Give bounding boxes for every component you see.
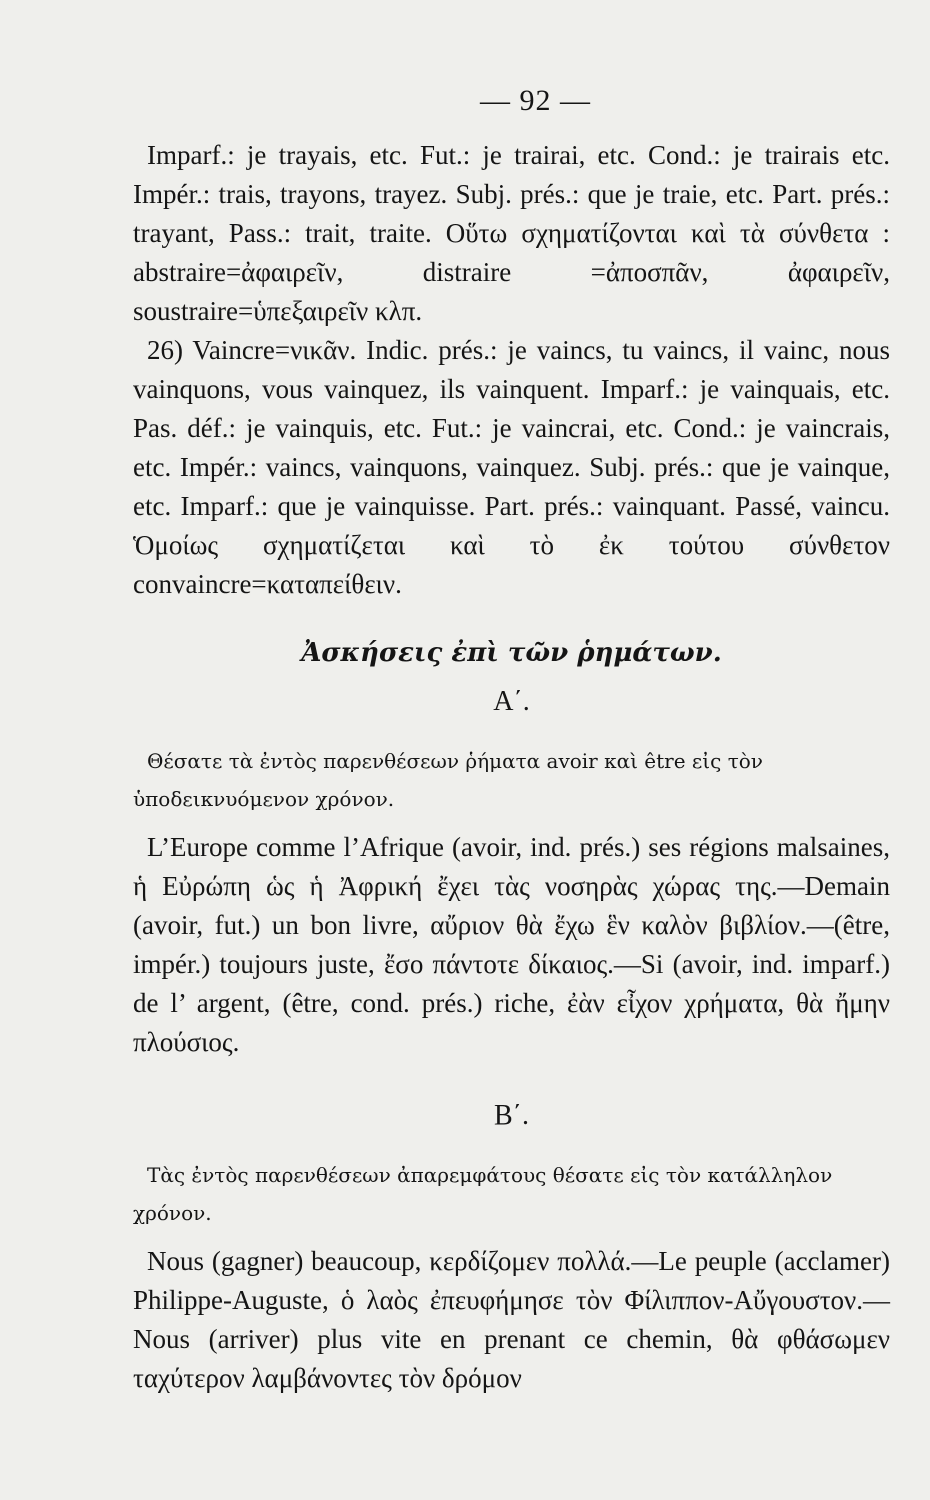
section-letter-b: Β΄. bbox=[494, 1100, 529, 1131]
conjugation-paragraph-vaincre: 26) Vaincre=νικᾶν. Indic. prés.: je vaincs, tu vaincs, il vainc, nous vainquons, vous vainquez, ils vainquent. Imparf.: je vainquais, etc. Pas. déf.: je vainquis, etc. Fut.: je vaincrai, etc. Cond.: je vaincrais, etc. Impér.: vaincs, vainquons, vainquez. Subj. prés.: que je vainque, etc. Imparf.: que je vainquisse. Part. prés.: vainquant. Passé, vaincu. Ὁμοίως σχηματίζεται καὶ τὸ ἐκ τούτου σύνθετον convaincre=καταπείθειν. bbox=[133, 335, 890, 599]
section-letter-a: Α΄. bbox=[493, 686, 530, 717]
section-a-exercise-text: L’Europe comme l’Afrique (avoir, ind. prés.) ses régions malsaines, ἡ Εὐρώπη ὡς ἡ Ἀφρική ἔχει τὰς νοσηρὰς χώρας της.—Demain (avoir, fut.) un bon livre, αὔριον θὰ ἔχω ἓν καλὸν βιβλίον.—(être, impér.) toujours juste, ἔσο πάντοτε δίκαιος.—Si (avoir, ind. imparf.) de l’ argent, (être, cond. prés.) riche, ἐὰν εἶχον χρήματα, θὰ ἤμην πλούσιος. bbox=[133, 832, 890, 1057]
page-number: — 92 — bbox=[480, 84, 591, 117]
conjugation-paragraph-traire: Imparf.: je trayais, etc. Fut.: je trairai, etc. Cond.: je trairais etc. Impér.: trais, trayons, trayez. Subj. prés.: que je traie, etc. Part. prés.: trayant, Pass.: trait, traite. Οὕτω σχηματίζονται καὶ τὰ σύνθετα : abstraire=ἀφαιρεῖν, distraire =ἀποσπᾶν, ἀφαιρεῖν, soustraire=ὑπεξαιρεῖν κλπ. bbox=[133, 140, 890, 326]
exercise-section-b bbox=[133, 1100, 890, 1398]
section-a-instructions: Θέσατε τὰ ἐντὸς παρενθέσεων ῥήματα avoir καὶ être εἰς τὸν ὑποδεικνυόμενον χρόνον. bbox=[133, 749, 763, 811]
section-b-exercise-text: Nous (gagner) beaucoup, κερδίζομεν πολλά.—Le peuple (acclamer) Philippe-Auguste, ὁ λαὸς ἐπευφήμησε τὸν Φίλιππον-Αὔγουστον.—Nous (arriver) plus vite en prenant ce chemin, θὰ φθάσωμεν ταχύτερον λαμβάνοντες τὸν δρόμον bbox=[133, 1246, 890, 1393]
section-b-instructions: Τὰς ἐντὸς παρενθέσεων ἀπαρεμφάτους θέσατε εἰς τὸν κατάλληλον χρόνον. bbox=[133, 1163, 833, 1225]
exercise-section-a bbox=[133, 686, 890, 1062]
exercises-title: Ἀσκήσεις ἐπὶ τῶν ῥημάτων. bbox=[301, 638, 722, 668]
